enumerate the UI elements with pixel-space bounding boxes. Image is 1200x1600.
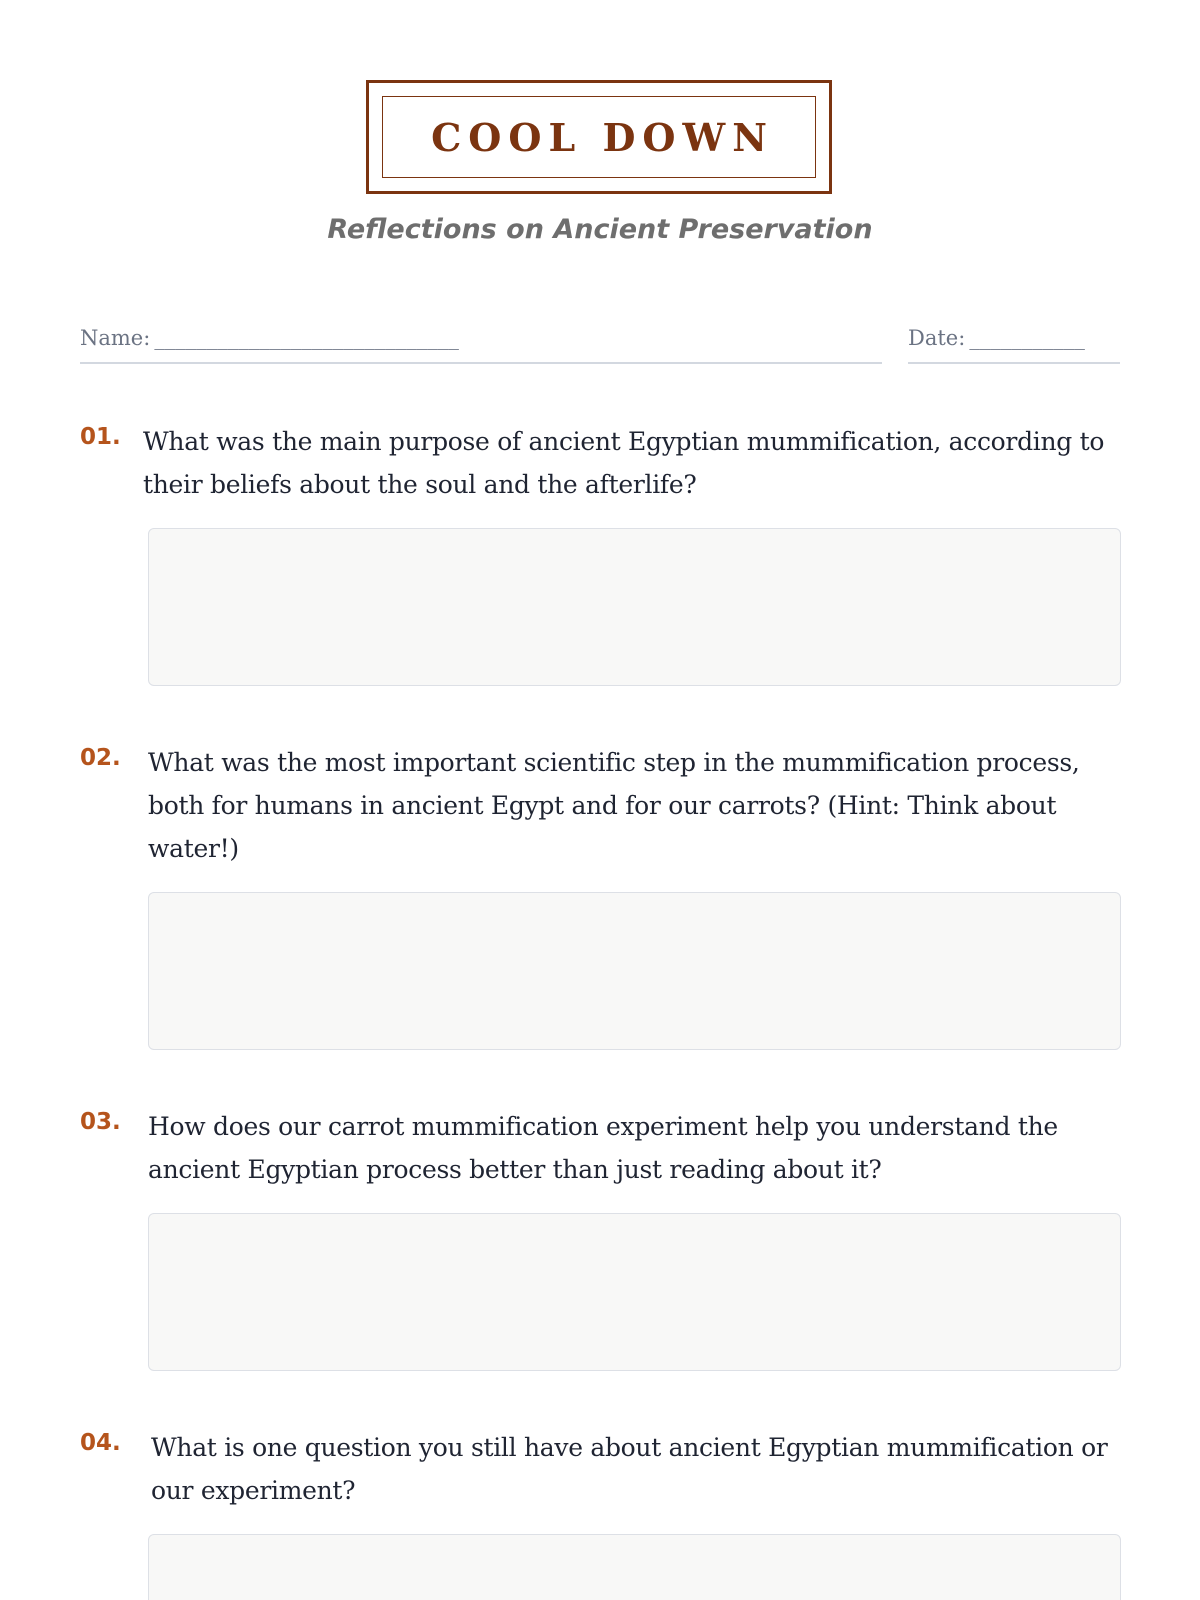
question-text: What is one question you still have about ancient Egyptian mummification or our experiment? [151,1433,1108,1505]
answer-box[interactable] [148,1534,1121,1600]
date-blank-line: ___________ [969,326,1085,350]
question-number: 02. [80,745,121,771]
page-title: COOL DOWN [431,114,774,160]
title-frame [366,80,832,194]
question-text: What was the most important scientific step in the mummification process, both for humans in ancient Egypt and for our carrots? (Hint: Think about water!) [148,748,1080,863]
name-label: Name: [80,326,151,350]
date-field[interactable] [908,326,1120,364]
question-text: How does our carrot mummification experiment help you understand the ancient Egyptian process better than just reading about it? [148,1112,1058,1184]
question-number: 01. [80,424,121,450]
name-blank-line: _____________________________ [154,326,459,350]
question-number: 03. [80,1109,121,1135]
page-subtitle: Reflections on Ancient Preservation [327,214,873,245]
question-number: 04. [80,1430,121,1456]
title-inner-frame [382,96,816,178]
question-text: What was the main purpose of ancient Egyptian mummification, according to their beliefs about the soul and the afterlife? [143,427,1105,499]
date-label: Date: [908,326,966,350]
answer-box[interactable] [148,892,1121,1050]
answer-box[interactable] [148,528,1121,686]
name-field[interactable] [80,326,882,364]
answer-box[interactable] [148,1213,1121,1371]
